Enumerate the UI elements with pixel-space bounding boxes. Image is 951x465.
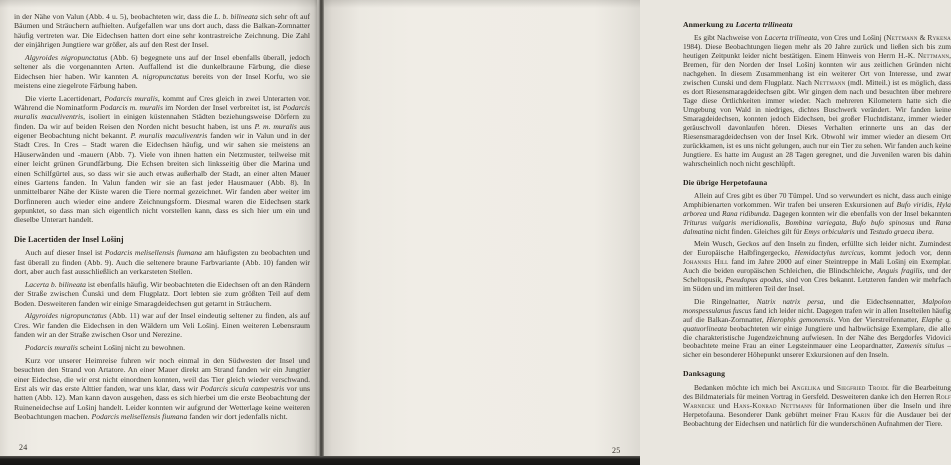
text-run: Kurz vor unserer Heimreise fuhren wir noch einmal in den Südwesten der Insel und besuchten den Strand von Artatore. An einer Mauer direkt am Strand fanden wir ein Jungtier einer Eidechse, die wir erst nicht einordnen konnten, weil das Tier gleich wieder verschwand. Erst als wir das erste Alttier fanden, war uns klar, dass wir — [14, 355, 310, 393]
text-run: ist ebenfalls häufig. Wir beobachteten die Eidechsen oft an den Rändern der Straße zwischen Čunski und dem Flugplatz. Dort lebten sie zum größten Teil auf dem Boden. Desweiteren fanden wir einige Smaragdeidechsen gut getarnt in Sträuchern. — [14, 279, 311, 308]
text-run: , kommt auf Cres gleich in zwei Unterarten vor. Während die Nominatform — [14, 93, 311, 113]
text-run: für die Ausdauer bei der Beobachtung der Eidechsen und natürlich für die wunderschönen Aufnahmen der Tiere. — [683, 409, 951, 428]
text-run: Nettmann — [814, 78, 846, 88]
text-run: Nettmann — [917, 51, 950, 61]
text-run: für die Bearbeitung des Bildmaterials für meinen Vortrag in Gersfeld. Desweiteren danke ich den Herren — [683, 382, 951, 401]
section-heading — [683, 21, 951, 30]
text-run: Malpolon monspessulanus fuscus — [683, 296, 951, 315]
text-run: bereits von der Insel Korfu, wo sie meistens eine ziegelrote Färbung haben. — [14, 71, 311, 90]
text-run: . Dagegen konnten wir die ebenfalls von der Insel bekannten — [768, 209, 951, 219]
text-run: Elaphe q. quatuorlineata — [683, 314, 951, 333]
text-run: Algyroides nigropunctatus — [25, 311, 107, 321]
page-right-text-column — [683, 21, 951, 429]
text-run: Siegfried Troidl — [836, 382, 890, 392]
text-run: vor uns hatten (Abb. 12). Man kann davon ausgehen, dass es sich hierbei um die erste Beobachtung der Ruineneidechse auf Lošinj handelt. Leider konnten wir aufgrund der Wetterlage keine weiteren Beobachtungen machen. — [14, 383, 310, 421]
text-run: Lacerta trilineata — [735, 20, 793, 29]
text-run: Die Ringelnatter, — [694, 296, 757, 306]
section-heading — [683, 179, 951, 188]
text-run: Johannes Hill — [683, 257, 729, 267]
paragraph — [14, 12, 310, 49]
text-run: (Abb. 6) begegnete uns auf der Insel ebenfalls überall, jedoch seltener als die vorgenannten Arten. Auffallend ist die dunkelbraune Färbung, die diese Eidechsen hier haben. Wir kannten — [14, 52, 310, 81]
text-run: am häufigsten zu beobachten und fast überall zu finden (Abb. 9). Auch die seltenere braune Farbvariante (Abb. 10) fanden wir dort, aber auch fast ausschließlich an verkarsteten Stellen. — [14, 248, 310, 277]
section-heading — [683, 370, 951, 379]
text-run: Hierophis gemonensis — [766, 314, 834, 324]
text-run: und — [706, 209, 722, 219]
text-run: Podarcis m. muralis — [100, 103, 163, 113]
text-run: A. nigropunctatus — [132, 71, 189, 81]
text-run: Bufo viridis — [896, 200, 933, 210]
text-run: . Von der Vierstreifennatter, — [833, 314, 922, 324]
text-run: Podarcis melisellensis fiumana — [91, 411, 188, 421]
text-run: im Norden der Insel verbreitet ist, ist — [162, 103, 283, 113]
text-run: Rolf Warnecke — [683, 391, 951, 410]
text-run: Mein Wusch, Geckos auf den Inseln zu finden, erfüllte sich leider nicht. Zumindest der Europäische Halbfingergecko, — [683, 239, 951, 258]
text-run: Emys orbicularis — [803, 227, 855, 237]
text-run: und — [820, 382, 837, 392]
paragraph — [683, 298, 951, 361]
paragraph — [683, 384, 951, 429]
text-run: fanden wir dort jedenfalls nicht. — [187, 411, 288, 421]
text-run: Podarcis melisellensis fiumana — [104, 248, 202, 258]
text-run: , — [845, 218, 852, 228]
text-run: Die vierte Lacertidenart, — [25, 93, 105, 103]
paragraph — [683, 240, 951, 294]
text-run: – sicher ein besonderer Höhepunkt unserer Exkursionen auf den Inseln. — [683, 341, 951, 360]
text-run: aus eigener Beobachtung nicht bekannt. — [14, 121, 311, 141]
text-run: & — [917, 33, 928, 43]
text-run: , isoliert in einigen küstennahen Städten beziehungsweise Dörfern zu finden. Da wir auf beiden Reisen den Norden nicht besucht haben, ist uns — [14, 112, 310, 131]
text-run: , und die Eidechsennatter, — [823, 296, 923, 306]
text-run: Podarcis muralis — [25, 343, 78, 352]
text-run: , Bremen, für den Norden der Insel Lošinj konnten wir aus zeitlichen Gründen nicht nachgehen. In diesem Zusammenhang ist ein weiterer Ort von Interesse, und zwar zwischen Cunski und dem Flugplatz. Nach — [683, 51, 951, 88]
text-run: Lacerta b. bilineata — [25, 279, 86, 289]
text-run: Rykena — [927, 33, 951, 43]
text-run: P. muralis maculiventris — [130, 131, 208, 141]
paragraph — [14, 280, 310, 308]
text-run: Auch auf dieser Insel ist — [25, 248, 105, 258]
text-run: (mdl. Mitteil.) ist es möglich, dass es dort Riesensmaragdeidechsen gibt. Wir gingen dem nach und besuchten über mehrere Tage diese Örtlichkeiten immer wieder. Nach mehreren Kilometern hatte sich die Umgebung von Wald in niedriges, dichtes Buschwerk verändert. Wir fanden keine Smaragdeidechsen, konnten jedoch Eidechsen, bei großer Fluchtdistanz, immer wieder geräuschvoll davonlaufen hören. Dieses Verhalten erinnerte uns an das der Riesensmaragdeidechsen von der Insel Krk. Obwohl wir immer wieder an diesem Ort zurückkamen, ist es uns nicht gelungen, auch nur ein Tier zu sehen. Wir fanden auch keine Jungtiere. Es hatte im August an 28 Tagen geregnet, und die Juvenilen waren bis dahin wahrscheinlich noch nicht geschlüpft. — [683, 78, 951, 168]
text-run: Rana ridibunda — [721, 209, 769, 219]
text-run: Anguis fragilis — [877, 266, 923, 276]
text-run: Bufo bufo spinosus — [851, 218, 915, 228]
page-right — [324, 0, 951, 456]
text-run: fanden wir in Valun und in der Stadt Cres. In Cres – Stadt waren die Eidechsen häufig, und wir sahen sie meistens an Häuserwänden und -mauern (Abb. 7). Viele von ihnen hatten ein Netzmuster, teilweise mit einer leicht grünen Grundfärbung. Die Echsen breiten sich linksseitig über die Marina und einen Schilfgürtel aus, so dass wir sie auch etwas außerhalb der Stadt, an einer alten Mauer eines Gartens fanden. In Valun fanden wir sie an fast jeder Hausmauer (Abb. 8). In unmittelbarer Nähe der Küste waren die Tiere normal gezeichnet. Wir fanden aber weiter im Dorfinneren auch wieder eine andere Zeichnungsform. Diesmal waren die Eidechsen stark gepunktet, so dass man sich eigentlich nicht vorstellen kann, dass es sich hier um ein und dieselbe Unterart handelt. — [14, 131, 311, 225]
text-run: Bedanken möchte ich mich bei — [694, 382, 792, 392]
text-run: Algyroides nigropunctatus — [25, 52, 108, 62]
paragraph — [14, 343, 310, 352]
text-run: Rana dalmatina — [683, 218, 951, 237]
paragraph — [14, 94, 310, 225]
text-run: für Informationen über die Inseln und ihre Herpetofauna. Besonderer Dank gebührt meiner Frau — [683, 400, 951, 419]
page-left — [0, 0, 317, 456]
book-bottom-edge — [0, 456, 640, 465]
text-run: P. m. muralis — [254, 121, 297, 131]
page-number-left: 24 — [19, 443, 28, 452]
text-run: und — [715, 400, 734, 410]
text-run: (Abb. 11) war auf der Insel eindeutig seltener zu finden, als auf Cres. Wir fanden die Eidechsen in den Wäldern um Veli Lošinj. Einen weiteren Lebensraum fanden wir an der Straße zwischen Osor und Nerezine. — [14, 311, 310, 340]
text-run: und — [854, 227, 870, 237]
text-run: Bombina variegata — [785, 218, 846, 228]
page-left-text-column — [14, 12, 310, 421]
text-run: Hemidactylus turcicus — [794, 248, 864, 258]
paragraph — [683, 192, 951, 237]
text-run: Natrix natrix persa — [756, 296, 824, 306]
text-run: Testudo graeca ibera — [869, 227, 932, 237]
text-run: sich sehr oft auf Bäumen und Sträuchern aufhielten. Aufgefallen war uns dort auch, dass die Balkan-Zornnatter häufig vertreten war. Die Eidechsen hatten dort eine sehr kontrastreiche Zeichnung. Die Zahl der einjährigen Jungtiere war größer, als auf den Rest der Insel. — [14, 12, 310, 50]
text-run: Podarcis sicula campestris — [200, 383, 285, 393]
text-run: nicht finden. Gleiches gilt für — [712, 227, 804, 237]
text-run: Anmerkung zu — [683, 20, 736, 29]
section-heading — [14, 235, 310, 244]
text-run: Die Lacertiden der Insel Lošinj — [14, 234, 124, 244]
text-run: , kommt jedoch vor, denn — [863, 248, 951, 258]
text-run: Lacerta trilineata — [764, 33, 818, 43]
text-run: Pseudopus apodus — [725, 275, 782, 285]
text-run: , von Cres und Lošinj ( — [817, 33, 887, 43]
text-run: Zamenis situlus — [896, 341, 945, 351]
text-run: Die übrige Herpetofauna — [683, 177, 768, 187]
text-run: , und der Scheltopusik, — [683, 266, 951, 285]
paragraph — [683, 34, 951, 168]
text-run: . — [931, 227, 934, 237]
text-run: Nettmann — [886, 33, 918, 43]
text-run: fand ich leider nicht. Dagegen trafen wir in allen Inselteilen häufig auf die Balkan-Zornnatter, — [683, 305, 951, 324]
text-run: Karin — [851, 409, 871, 419]
text-run: Podarcis muralis — [104, 93, 158, 103]
text-run: Danksagung — [683, 369, 726, 379]
text-run: Podarcis muralis maculiventris — [14, 103, 310, 122]
text-run: beobachteten wir einige Jungtiere und halbwüchsige Exemplare, die alle die charakteristische Jugendzeichnung aufwiesen. In der Nähe des Bergdorfes Vidovici beobachtete meine Frau an einer Legsteinmauer eine Leopardnatter, — [683, 323, 951, 351]
text-run: , — [932, 200, 937, 210]
text-run: Es gibt Nachweise von — [694, 33, 765, 43]
text-run: und — [914, 218, 936, 228]
text-run: L. b. bilineata — [214, 12, 258, 21]
text-run: Triturus vulgaris meridionalis — [683, 218, 779, 228]
text-run: in der Nähe von Valun (Abb. 4 u. 5), beobachteten wir, dass die — [14, 12, 215, 21]
paragraph — [14, 53, 310, 90]
paragraph — [14, 356, 310, 421]
text-run: fand im Jahre 2000 auf einer Steintreppe in Mali Lošinj ein Exemplar. Auch die beiden europäischen Schleichen, die Blindschleiche, — [683, 257, 951, 276]
text-run: Angelika — [791, 382, 821, 392]
text-run: , — [778, 218, 786, 228]
text-run: Allein auf Cres gibt es über 70 Tümpel. Und so verwundert es nicht, dass auch einige Amphibienarten vorkommen. Wir trafen bei unseren Exkursionen auf — [683, 191, 951, 210]
text-run: , sind von Cres bekannt. Letzteren fanden wir mehrfach im Süden und im mittleren Teil der Insel. — [683, 275, 951, 294]
page-number-right: 25 — [612, 446, 621, 455]
paragraph — [14, 248, 310, 276]
text-run: Hans-Konrad Nettmann — [733, 400, 812, 410]
paragraph — [14, 311, 310, 339]
text-run: scheint Lošinj nicht zu bewohnen. — [77, 343, 186, 352]
text-run: Hyla arborea — [683, 200, 951, 219]
text-run: 1984). Diese Beobachtungen liegen mehr als 20 Jahre zurück und ließen sich bis zum heutigen Zeitpunkt leider nicht bestätigen. Einem Hinweis von Herrn H.-K. — [683, 42, 951, 61]
